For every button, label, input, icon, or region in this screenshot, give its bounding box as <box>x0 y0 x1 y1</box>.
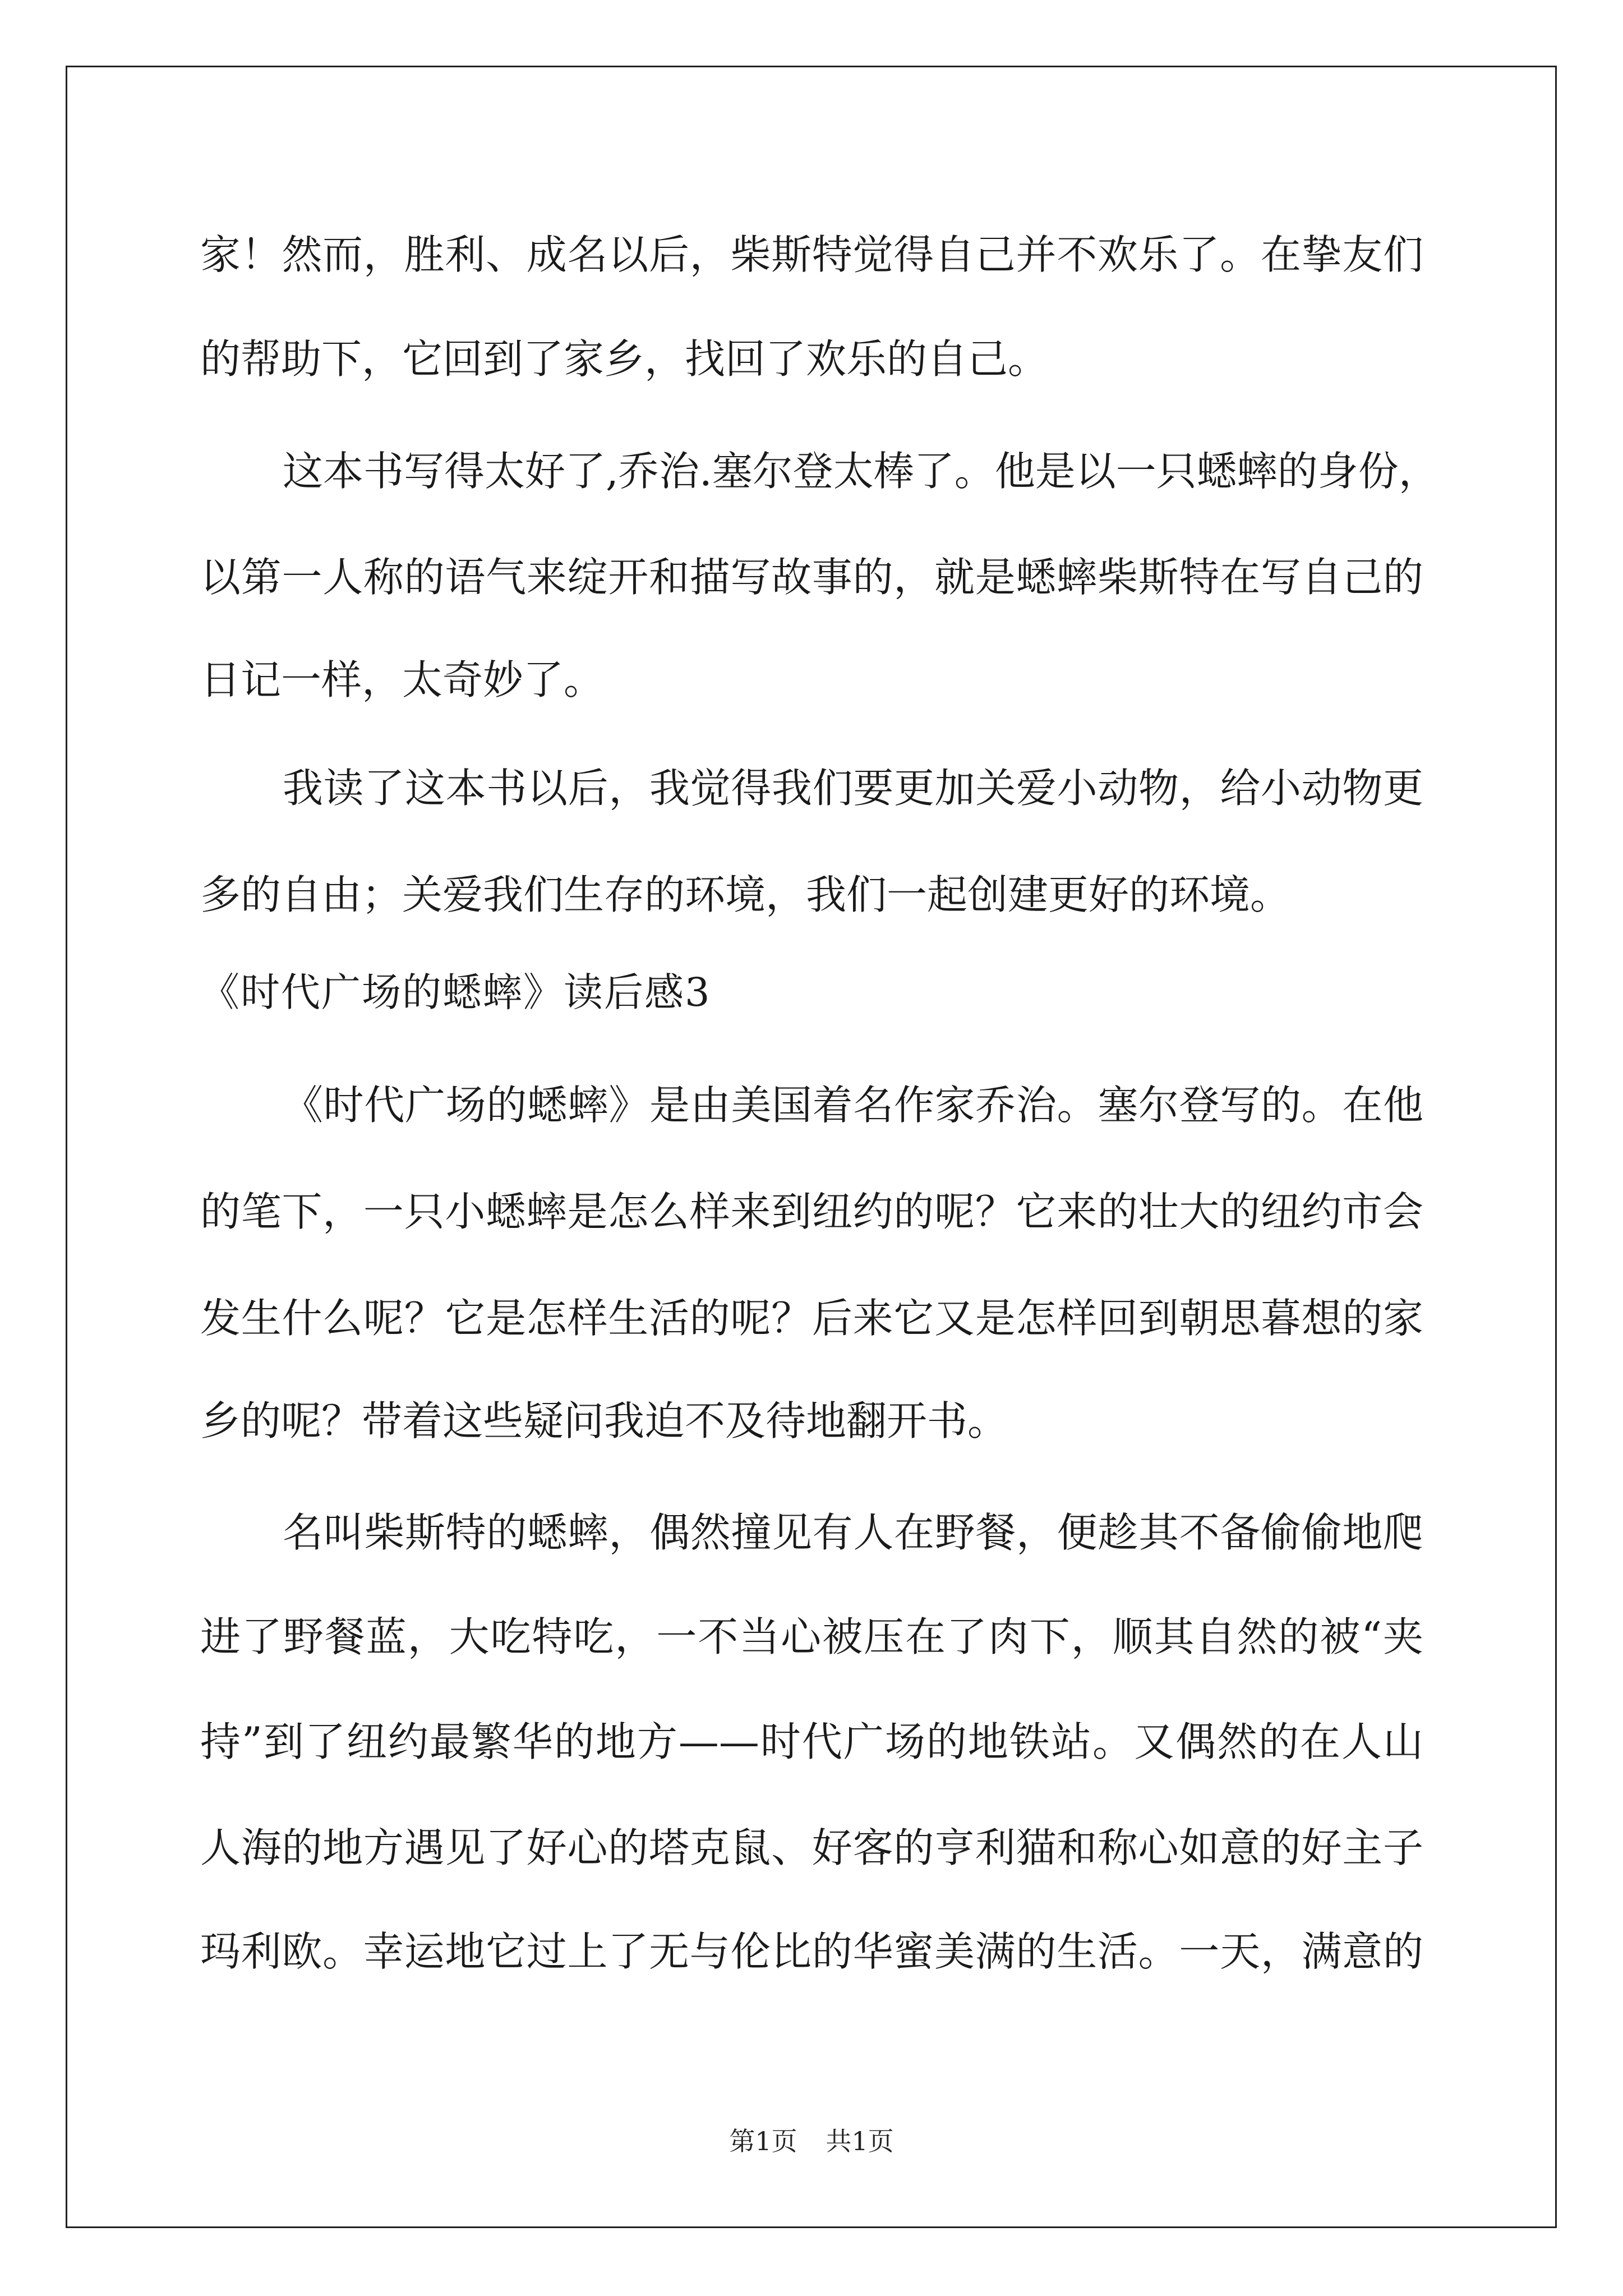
text-line: 玛利欧。幸运地它过上了无与伦比的华蜜美满的生活。一天，满意的 <box>200 1928 1423 1975</box>
text-line: 名叫柴斯特的蟋蟀，偶然撞见有人在野餐，便趁其不备偷偷地爬 <box>283 1509 1423 1556</box>
text-line: 我读了这本书以后，我觉得我们要更加关爱小动物，给小动物更 <box>283 765 1423 812</box>
page-number: 第1页 <box>729 2126 797 2156</box>
text-line: 日记一样，太奇妙了。 <box>200 656 605 703</box>
text-line: 的笔下，一只小蟋蟀是怎么样来到纽约的呢？它来的壮大的纽约市会 <box>200 1188 1423 1235</box>
text-line: 这本书写得太好了,乔治.塞尔登太棒了。他是以一只蟋蟀的身份， <box>283 448 1439 495</box>
page-border <box>66 66 1557 2228</box>
text-line: 多的自由；关爱我们生存的环境，我们一起创建更好的环境。 <box>200 871 1291 918</box>
text-line: 的帮助下，它回到了家乡，找回了欢乐的自己。 <box>200 335 1049 383</box>
text-line: 持”到了纽约最繁华的地方——时代广场的地铁站。又偶然的在人山 <box>200 1718 1423 1765</box>
text-line: 《时代广场的蟋蟀》是由美国着名作家乔治。塞尔登写的。在他 <box>283 1082 1423 1129</box>
page-footer <box>0 2124 1623 2158</box>
section-heading: 《时代广场的蟋蟀》读后感3 <box>200 969 711 1015</box>
text-line: 进了野餐蓝，大吃特吃，一不当心被压在了肉下，顺其自然的被“夹 <box>200 1613 1423 1660</box>
text-line: 以第一人称的语气来绽开和描写故事的，就是蟋蟀柴斯特在写自己的 <box>200 554 1423 601</box>
text-line: 发生什么呢？它是怎样生活的呢？后来它又是怎样回到朝思暮想的家 <box>200 1295 1423 1342</box>
text-line: 乡的呢？带着这些疑问我迫不及待地翻开书。 <box>200 1397 1008 1444</box>
text-line: 人海的地方遇见了好心的塔克鼠、好客的亨利猫和称心如意的好主子 <box>200 1824 1423 1871</box>
text-line: 家！然而，胜利、成名以后，柴斯特觉得自己并不欢乐了。在挚友们 <box>200 231 1423 278</box>
page-total: 共1页 <box>826 2126 894 2156</box>
